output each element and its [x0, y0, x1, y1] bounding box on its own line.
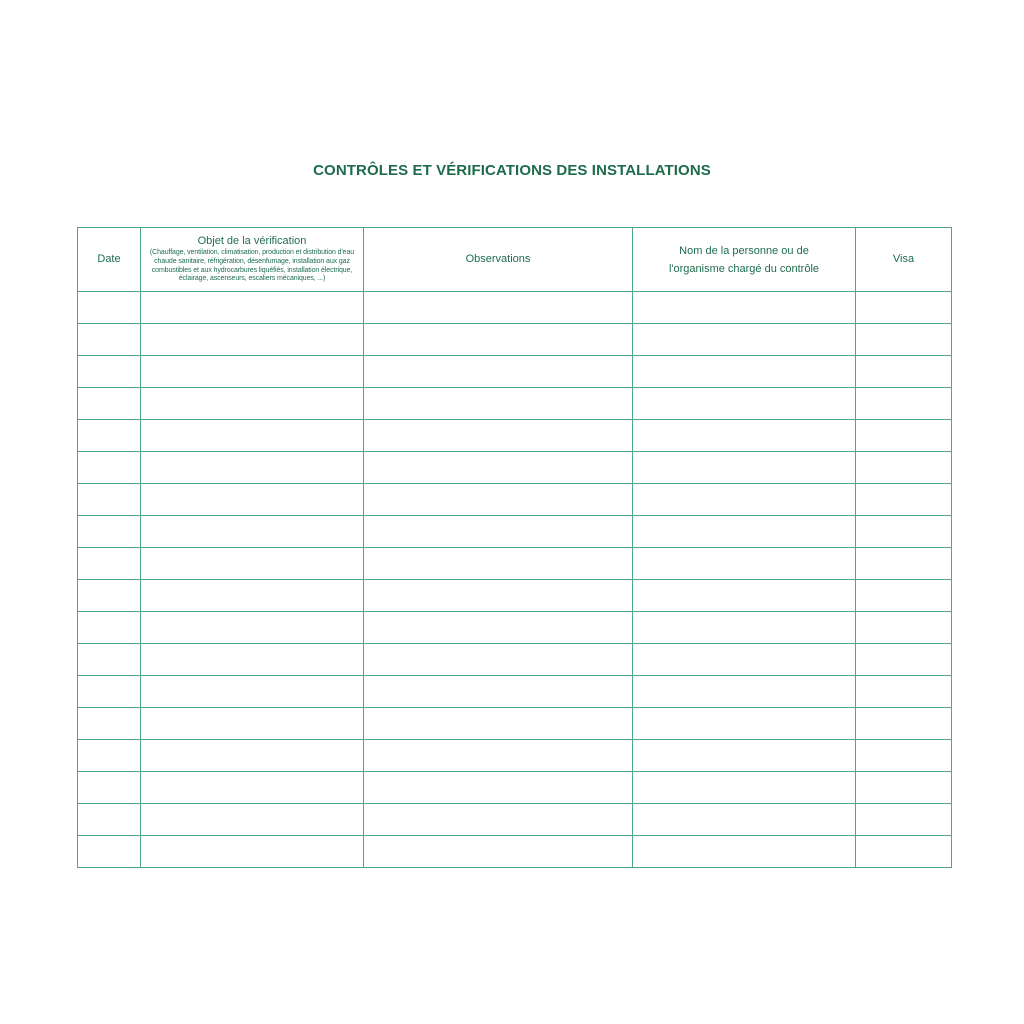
observations-cell	[364, 612, 633, 644]
objet-cell	[141, 708, 364, 740]
table-row	[78, 804, 952, 836]
objet-cell	[141, 580, 364, 612]
observations-cell	[364, 324, 633, 356]
date-cell	[78, 484, 141, 516]
observations-cell	[364, 676, 633, 708]
objet-cell	[141, 804, 364, 836]
objet-cell	[141, 452, 364, 484]
date-cell	[78, 836, 141, 868]
objet-cell	[141, 292, 364, 324]
nom-cell	[633, 804, 856, 836]
visa-cell	[856, 772, 952, 804]
nom-cell	[633, 772, 856, 804]
objet-cell	[141, 388, 364, 420]
nom-cell	[633, 580, 856, 612]
observations-cell	[364, 772, 633, 804]
table-row	[78, 708, 952, 740]
visa-cell	[856, 836, 952, 868]
objet-cell	[141, 484, 364, 516]
table-row	[78, 388, 952, 420]
nom-cell	[633, 740, 856, 772]
table-row	[78, 548, 952, 580]
objet-cell	[141, 516, 364, 548]
observations-cell	[364, 420, 633, 452]
observations-cell	[364, 292, 633, 324]
observations-cell	[364, 388, 633, 420]
table-row	[78, 484, 952, 516]
visa-cell	[856, 356, 952, 388]
observations-cell	[364, 484, 633, 516]
table-row	[78, 644, 952, 676]
objet-cell	[141, 356, 364, 388]
date-cell	[78, 548, 141, 580]
header-date: Date	[78, 228, 141, 292]
objet-cell	[141, 548, 364, 580]
table-row	[78, 516, 952, 548]
header-nom-line2: l'organisme chargé du contrôle	[668, 262, 820, 275]
nom-cell	[633, 676, 856, 708]
visa-cell	[856, 452, 952, 484]
nom-cell	[633, 356, 856, 388]
objet-cell	[141, 836, 364, 868]
page-title: CONTRÔLES ET VÉRIFICATIONS DES INSTALLATIONS	[313, 162, 711, 179]
date-cell	[78, 356, 141, 388]
objet-cell	[141, 772, 364, 804]
date-cell	[78, 708, 141, 740]
objet-cell	[141, 420, 364, 452]
register-body	[78, 292, 952, 868]
table-row	[78, 292, 952, 324]
observations-cell	[364, 356, 633, 388]
table-row	[78, 836, 952, 868]
date-cell	[78, 772, 141, 804]
visa-cell	[856, 484, 952, 516]
visa-cell	[856, 324, 952, 356]
nom-cell	[633, 324, 856, 356]
table-row	[78, 772, 952, 804]
register-table	[77, 227, 952, 868]
visa-cell	[856, 804, 952, 836]
header-observations: Observations	[364, 228, 633, 292]
header-objet-detail: (Chauffage, ventilation, climatisation, production et distribution d'eau chaude sanitaire, réfrigération, désenfumage, installation aux gaz combustibles et aux hydrocarbures liquéfiés, installation électrique, éclairage, ascenseurs, escaliers mécaniques, ...)	[149, 249, 355, 283]
nom-cell	[633, 644, 856, 676]
objet-cell	[141, 324, 364, 356]
observations-cell	[364, 548, 633, 580]
observations-cell	[364, 836, 633, 868]
nom-cell	[633, 516, 856, 548]
objet-cell	[141, 644, 364, 676]
visa-cell	[856, 548, 952, 580]
objet-cell	[141, 612, 364, 644]
observations-cell	[364, 452, 633, 484]
table-row	[78, 452, 952, 484]
table-row	[78, 324, 952, 356]
table-row	[78, 420, 952, 452]
header-row	[78, 228, 952, 292]
header-objet	[141, 228, 364, 292]
visa-cell	[856, 516, 952, 548]
date-cell	[78, 516, 141, 548]
observations-cell	[364, 580, 633, 612]
table-row	[78, 740, 952, 772]
objet-cell	[141, 676, 364, 708]
table-row	[78, 612, 952, 644]
nom-cell	[633, 420, 856, 452]
date-cell	[78, 580, 141, 612]
objet-cell	[141, 740, 364, 772]
date-cell	[78, 612, 141, 644]
visa-cell	[856, 388, 952, 420]
observations-cell	[364, 804, 633, 836]
header-visa: Visa	[856, 228, 952, 292]
nom-cell	[633, 452, 856, 484]
observations-cell	[364, 740, 633, 772]
date-cell	[78, 804, 141, 836]
date-cell	[78, 388, 141, 420]
table-row	[78, 580, 952, 612]
nom-cell	[633, 548, 856, 580]
nom-cell	[633, 292, 856, 324]
date-cell	[78, 740, 141, 772]
header-nom	[633, 228, 856, 292]
visa-cell	[856, 676, 952, 708]
date-cell	[78, 644, 141, 676]
nom-cell	[633, 388, 856, 420]
observations-cell	[364, 708, 633, 740]
visa-cell	[856, 740, 952, 772]
date-cell	[78, 452, 141, 484]
date-cell	[78, 676, 141, 708]
nom-cell	[633, 612, 856, 644]
observations-cell	[364, 516, 633, 548]
visa-cell	[856, 580, 952, 612]
nom-cell	[633, 836, 856, 868]
nom-cell	[633, 708, 856, 740]
observations-cell	[364, 644, 633, 676]
visa-cell	[856, 612, 952, 644]
visa-cell	[856, 644, 952, 676]
header-nom-line1: Nom de la personne ou de	[679, 244, 809, 257]
date-cell	[78, 324, 141, 356]
visa-cell	[856, 708, 952, 740]
visa-cell	[856, 292, 952, 324]
date-cell	[78, 292, 141, 324]
table-row	[78, 676, 952, 708]
visa-cell	[856, 420, 952, 452]
nom-cell	[633, 484, 856, 516]
table-row	[78, 356, 952, 388]
date-cell	[78, 420, 141, 452]
header-objet-title: Objet de la vérification	[197, 235, 307, 248]
